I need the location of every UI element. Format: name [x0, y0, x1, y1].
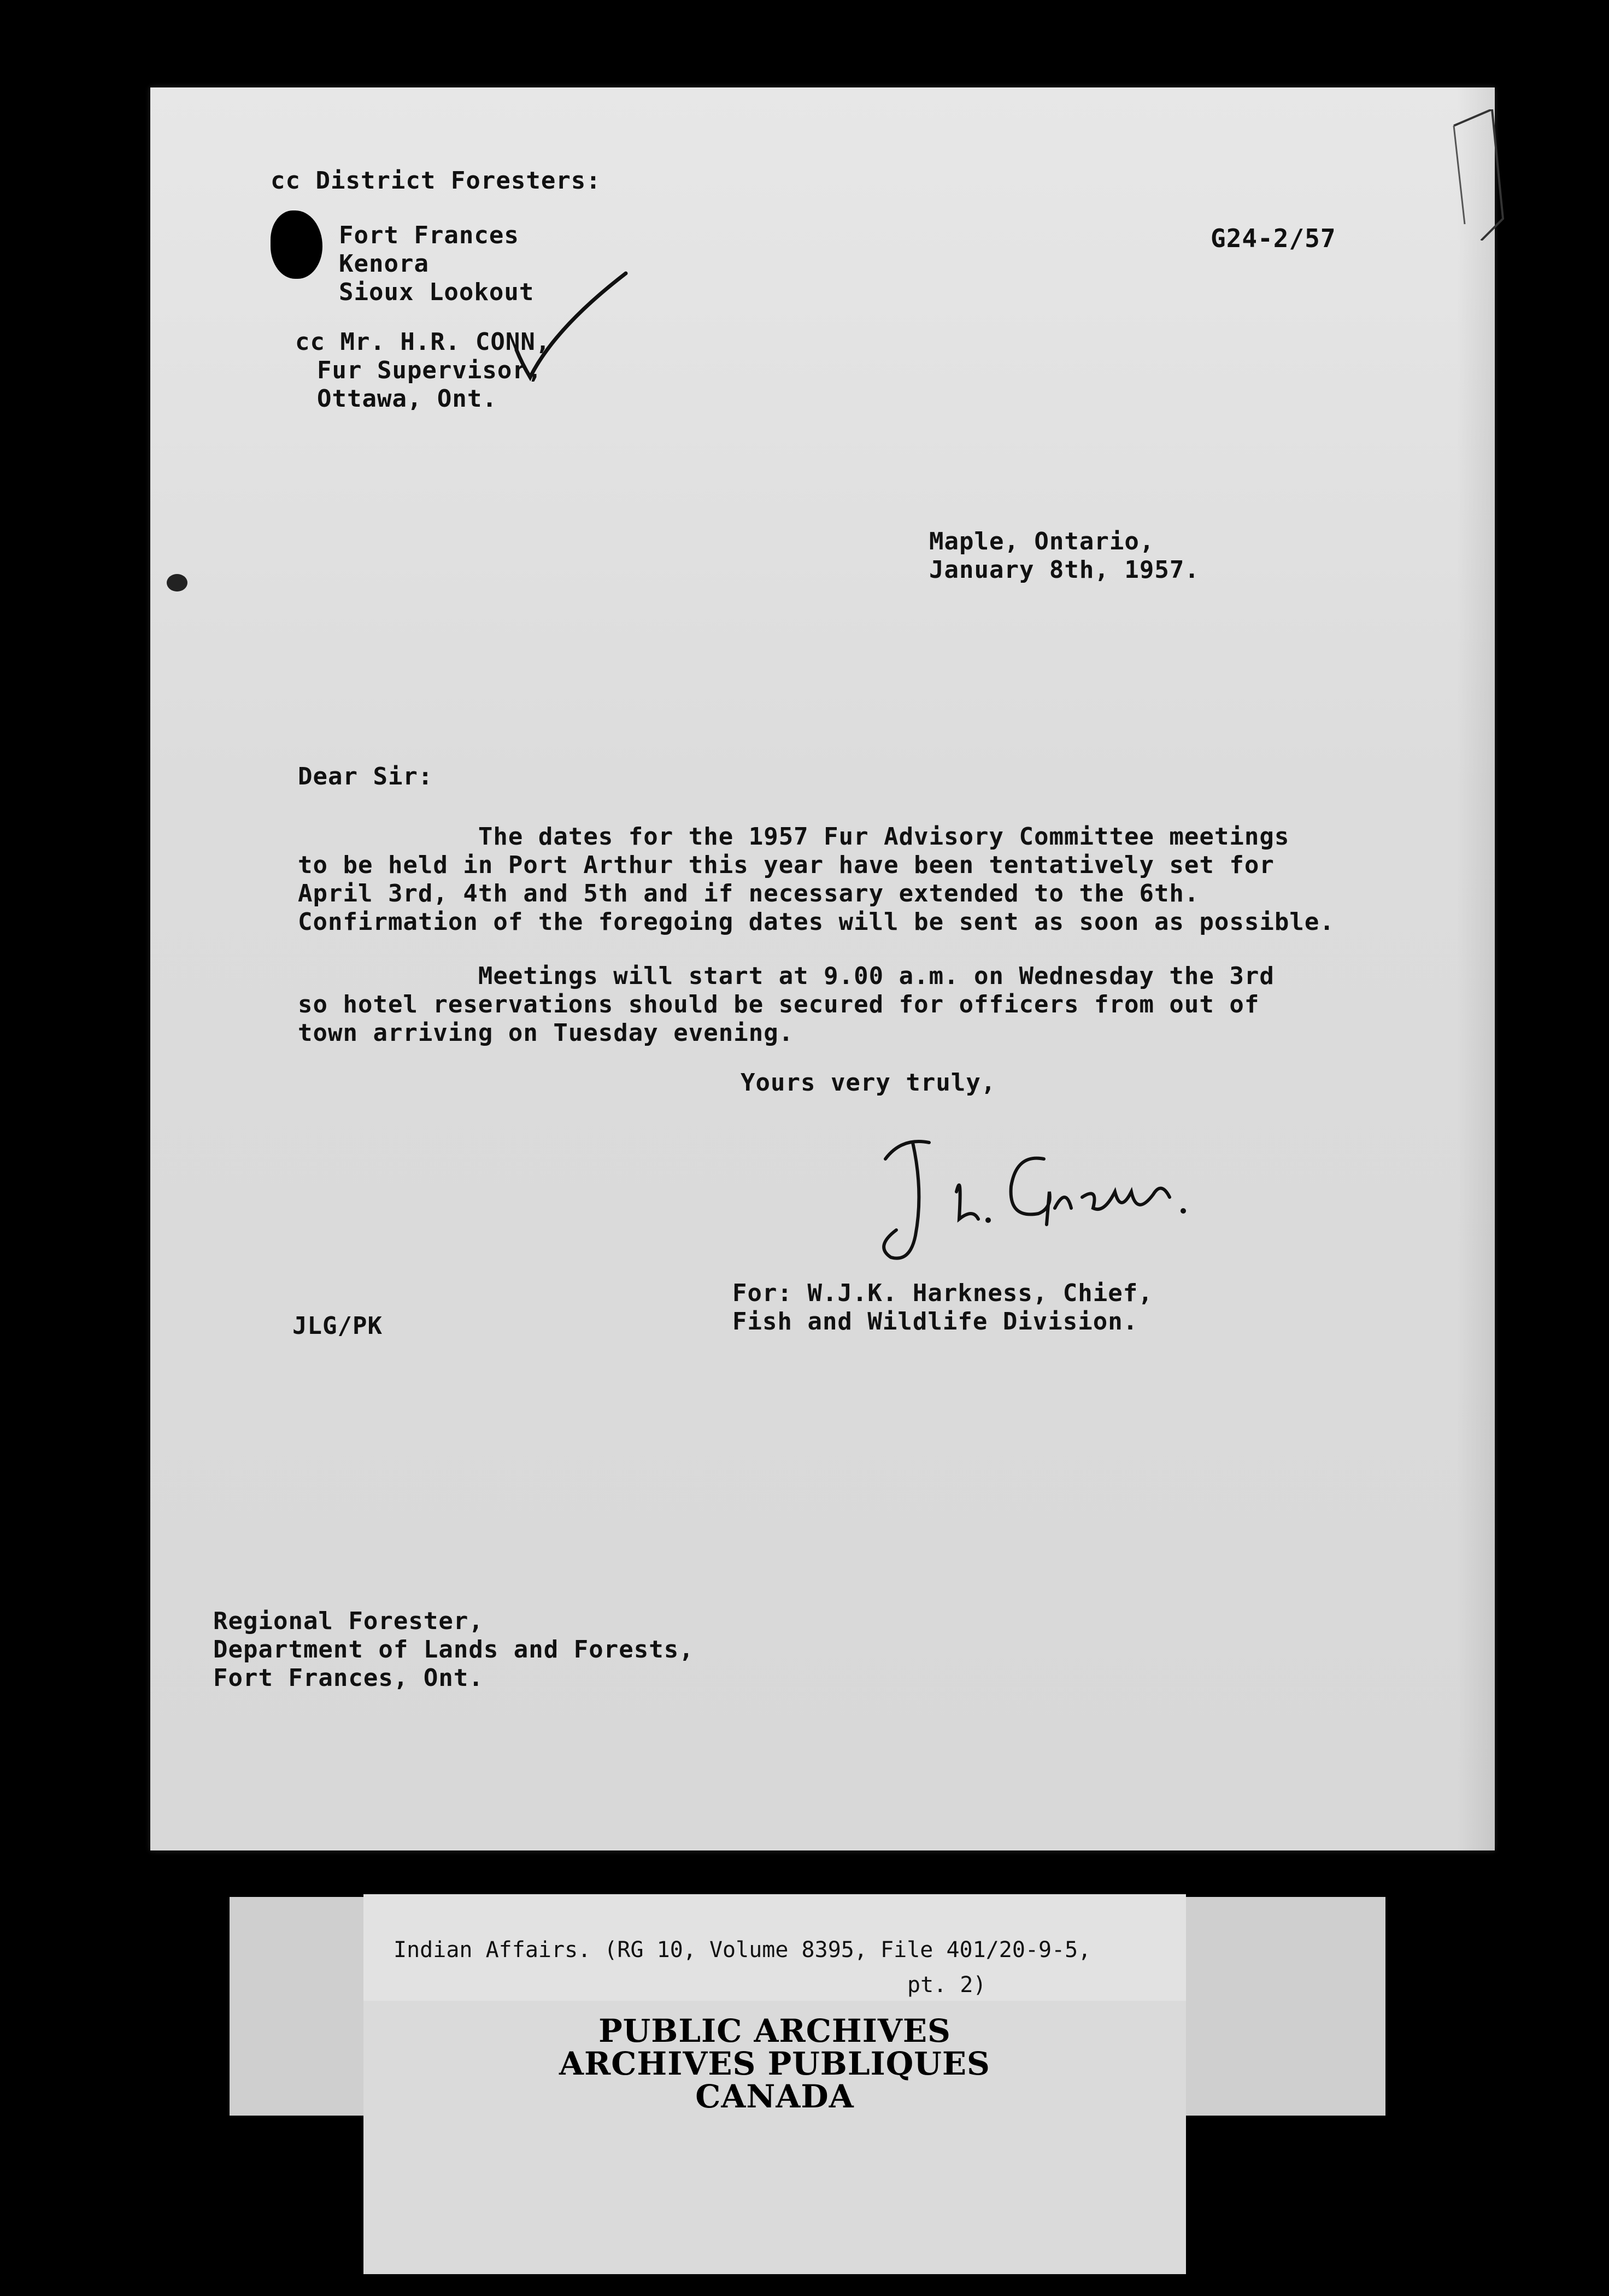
- addressee-line: Regional Forester,: [213, 1607, 484, 1635]
- paragraph-line: Confirmation of the foregoing dates will be sent as soon as possible.: [298, 908, 1335, 936]
- ink-blot: [167, 574, 187, 591]
- signatory-block: [732, 1279, 1153, 1336]
- check-mark-icon: [511, 268, 631, 383]
- addressee-line: Fort Frances, Ont.: [213, 1664, 484, 1692]
- cc-conn-line: Fur Supervisor,: [317, 356, 543, 384]
- stamp-line: PUBLIC ARCHIVES: [598, 2012, 951, 2049]
- page-corner-fold: [1448, 109, 1514, 241]
- handwritten-signature: [864, 1126, 1246, 1274]
- stamp-line: CANADA: [695, 2078, 854, 2115]
- cc-conn-line: Ottawa, Ont.: [317, 385, 497, 413]
- archives-stamp: [363, 2014, 1186, 2113]
- typist-initials: JLG/PK: [292, 1312, 383, 1340]
- paragraph-line: Meetings will start at 9.00 a.m. on Wednesday the 3rd: [298, 962, 1275, 990]
- addressee-block: [213, 1607, 694, 1692]
- signatory-line: For: W.J.K. Harkness, Chief,: [732, 1279, 1153, 1307]
- paragraph-line: to be held in Port Arthur this year have been tentatively set for: [298, 851, 1275, 879]
- file-number: G24-2/57: [1211, 224, 1336, 253]
- addressee-line: Department of Lands and Forests,: [213, 1636, 694, 1664]
- paragraph-line: April 3rd, 4th and 5th and if necessary extended to the 6th.: [298, 880, 1200, 907]
- complimentary-close: Yours very truly,: [741, 1069, 996, 1097]
- paragraph-line: so hotel reservations should be secured for officers from out of: [298, 991, 1260, 1018]
- cc-district-list: [339, 221, 534, 307]
- signatory-line: Fish and Wildlife Division.: [732, 1308, 1138, 1336]
- date-line: January 8th, 1957.: [929, 556, 1200, 584]
- cc-heading: cc District Foresters:: [271, 167, 601, 195]
- cc-district: Sioux Lookout: [339, 278, 535, 306]
- salutation: Dear Sir:: [298, 763, 433, 790]
- paragraph-line: town arriving on Tuesday evening.: [298, 1019, 794, 1047]
- sender-place: [929, 528, 1200, 584]
- cc-district: Fort Frances: [339, 221, 519, 249]
- place-line: Maple, Ontario,: [929, 528, 1155, 555]
- body-paragraph-1: [298, 823, 1335, 936]
- reference-line: pt. 2): [907, 1972, 986, 1998]
- body-paragraph-2: [298, 962, 1275, 1047]
- archive-reference: [394, 1932, 1091, 2002]
- paragraph-line: The dates for the 1957 Fur Advisory Committee meetings: [298, 823, 1290, 851]
- ink-smudge: [271, 210, 322, 279]
- stamp-line: ARCHIVES PUBLIQUES: [559, 2045, 990, 2082]
- reference-line: Indian Affairs. (RG 10, Volume 8395, File 401/20-9-5,: [394, 1937, 1091, 1963]
- cc-conn-line: cc Mr. H.R. CONN,: [295, 328, 551, 356]
- cc-district: Kenora: [339, 250, 429, 278]
